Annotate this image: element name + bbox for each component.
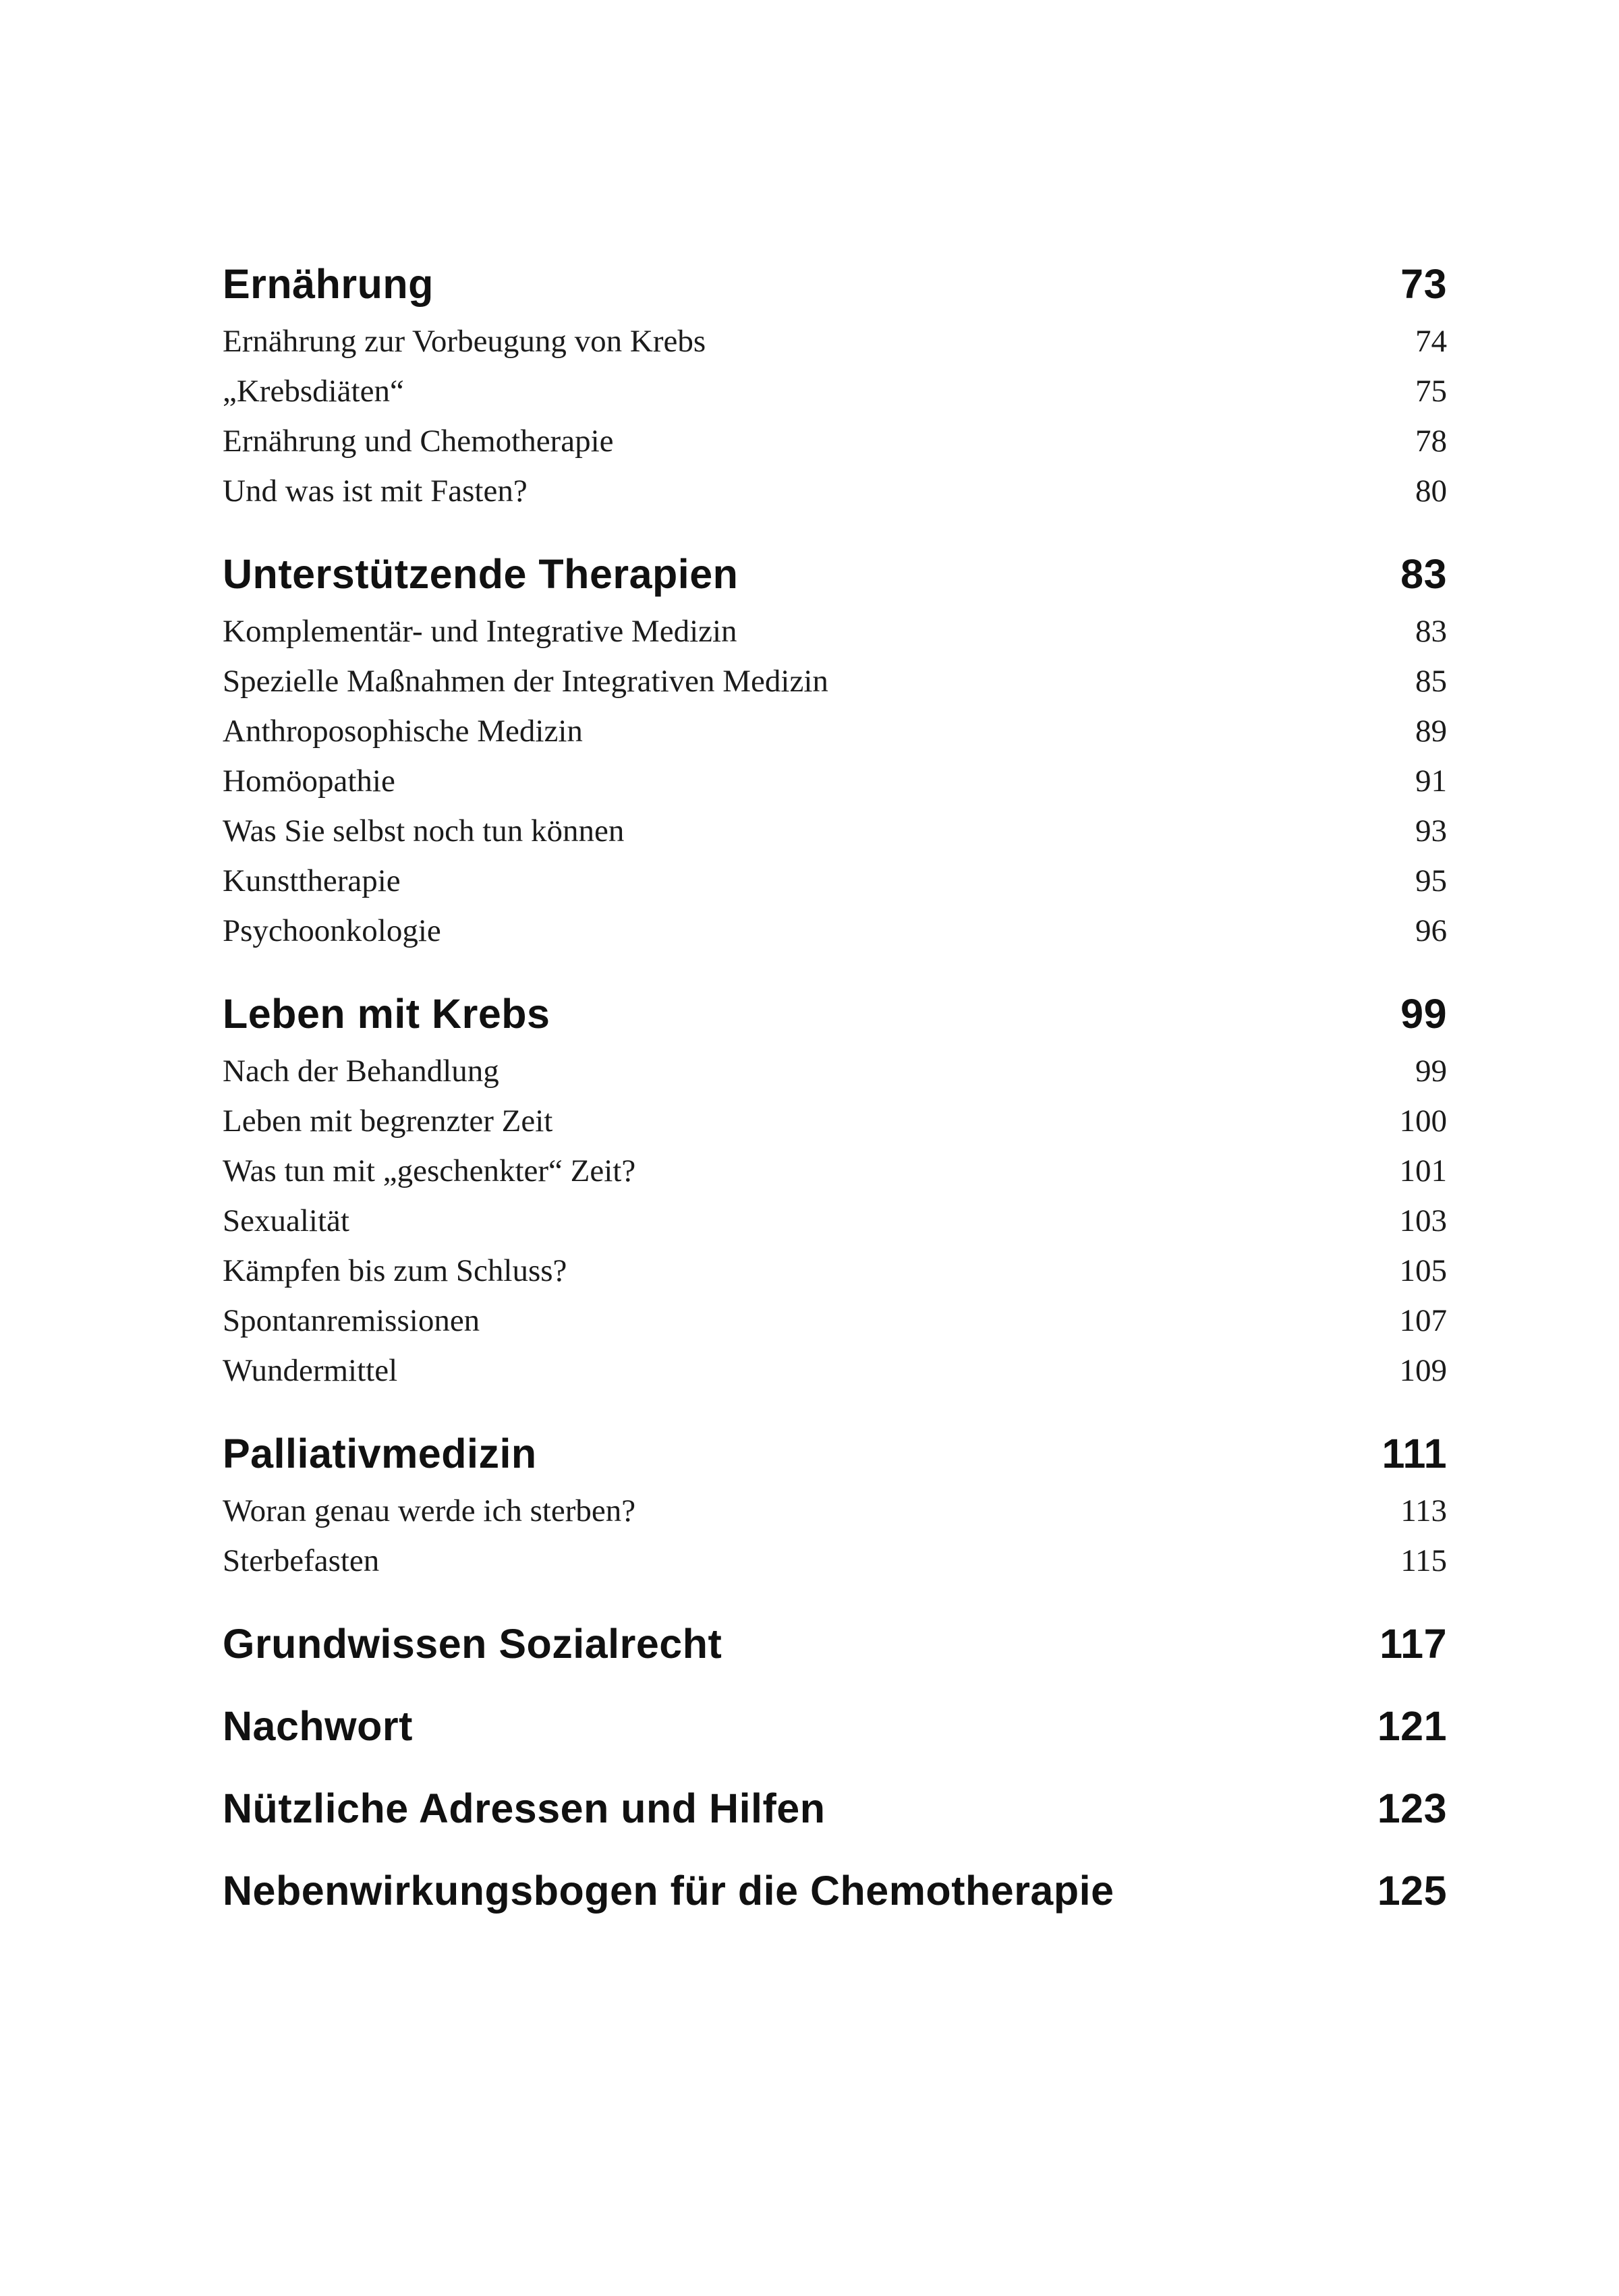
section-page-number: 125 (1377, 1868, 1447, 1914)
toc-entry-page-number: 99 (1415, 1054, 1447, 1089)
toc-entry-page-number: 75 (1415, 374, 1447, 409)
toc-entry-label: Ernährung und Chemotherapie (223, 424, 614, 459)
toc-entry-page-number: 109 (1399, 1353, 1447, 1388)
toc-entry-label: Woran genau werde ich sterben? (223, 1493, 636, 1528)
toc-entry (223, 656, 1447, 706)
toc-entry (223, 316, 1447, 366)
toc-entry (223, 1296, 1447, 1346)
toc-entry-label: Was tun mit „geschenkter“ Zeit? (223, 1153, 636, 1188)
section-title: Nützliche Adressen und Hilfen (223, 1785, 826, 1831)
toc-section (223, 260, 1447, 516)
toc-entry-label: Und was ist mit Fasten? (223, 473, 528, 509)
section-title: Grundwissen Sozialrecht (223, 1621, 722, 1667)
section-page-number: 83 (1400, 551, 1447, 597)
toc-entry (223, 416, 1447, 466)
section-page-number: 123 (1377, 1785, 1447, 1831)
toc-entry-page-number: 100 (1399, 1103, 1447, 1139)
toc-entry (223, 1246, 1447, 1296)
toc-entry-page-number: 89 (1415, 714, 1447, 749)
toc-entry-page-number: 78 (1415, 424, 1447, 459)
toc-entry-page-number: 95 (1415, 863, 1447, 898)
toc-entry-label: Kämpfen bis zum Schluss? (223, 1253, 567, 1288)
toc-entry-label: Was Sie selbst noch tun können (223, 813, 625, 849)
toc-entry (223, 706, 1447, 756)
toc-entry-label: Anthroposophische Medizin (223, 714, 583, 749)
toc-section (223, 1784, 1447, 1833)
toc-entry (223, 1196, 1447, 1246)
toc-entry-label: Sexualität (223, 1203, 349, 1238)
toc-section-heading (223, 989, 1447, 1038)
toc-entry (223, 856, 1447, 906)
toc-entry (223, 1046, 1447, 1096)
toc-entry-label: Leben mit begrenzter Zeit (223, 1103, 553, 1139)
toc-section (223, 1866, 1447, 1915)
toc-entry-label: Sterbefasten (223, 1543, 380, 1578)
toc-entry-page-number: 80 (1415, 473, 1447, 509)
toc-entry-page-number: 85 (1415, 664, 1447, 699)
toc-entry (223, 806, 1447, 856)
toc-section-heading (223, 1866, 1447, 1915)
toc-entry-page-number: 83 (1415, 614, 1447, 649)
toc-section-heading (223, 1619, 1447, 1668)
toc-entry (223, 1346, 1447, 1396)
toc-entry (223, 1536, 1447, 1586)
toc-entry-page-number: 101 (1399, 1153, 1447, 1188)
section-page-number: 111 (1382, 1431, 1447, 1476)
table-of-contents (223, 260, 1447, 1915)
toc-section-heading (223, 260, 1447, 308)
toc-section (223, 989, 1447, 1396)
section-page-number: 73 (1400, 261, 1447, 307)
section-page-number: 121 (1377, 1703, 1447, 1749)
toc-section (223, 1619, 1447, 1668)
section-title: Ernährung (223, 261, 434, 307)
toc-entry-label: Kunsttherapie (223, 863, 401, 898)
toc-entry-page-number: 105 (1399, 1253, 1447, 1288)
section-title: Palliativmedizin (223, 1431, 537, 1476)
toc-entry-page-number: 115 (1400, 1543, 1447, 1578)
toc-entry-page-number: 74 (1415, 324, 1447, 359)
toc-entry-label: Psychoonkologie (223, 913, 441, 948)
section-title: Leben mit Krebs (223, 991, 550, 1037)
toc-entry-page-number: 103 (1399, 1203, 1447, 1238)
section-title: Nebenwirkungsbogen für die Chemotherapie (223, 1868, 1114, 1914)
toc-section (223, 1429, 1447, 1586)
toc-entry-label: Nach der Behandlung (223, 1054, 499, 1089)
toc-section-heading (223, 1429, 1447, 1478)
toc-entry (223, 1096, 1447, 1146)
toc-entry (223, 606, 1447, 656)
section-title: Nachwort (223, 1703, 413, 1749)
toc-entry (223, 366, 1447, 416)
toc-entry (223, 906, 1447, 956)
toc-entry-page-number: 91 (1415, 764, 1447, 799)
toc-entry-label: Spontanremissionen (223, 1303, 480, 1338)
toc-entry (223, 1486, 1447, 1536)
section-page-number: 99 (1400, 991, 1447, 1037)
toc-section-heading (223, 1702, 1447, 1750)
toc-entry-label: Homöopathie (223, 764, 395, 799)
toc-entry (223, 1146, 1447, 1196)
toc-entry-page-number: 113 (1400, 1493, 1447, 1528)
toc-entry (223, 466, 1447, 516)
toc-section-heading (223, 550, 1447, 598)
toc-entry-label: „Krebsdiäten“ (223, 374, 404, 409)
toc-entry-label: Komplementär- und Integrative Medizin (223, 614, 737, 649)
section-page-number: 117 (1380, 1621, 1447, 1667)
toc-entry-label: Wundermittel (223, 1353, 398, 1388)
toc-entry-page-number: 96 (1415, 913, 1447, 948)
toc-section-heading (223, 1784, 1447, 1833)
toc-entry-label: Spezielle Maßnahmen der Integrativen Medizin (223, 664, 828, 699)
toc-section (223, 1702, 1447, 1750)
toc-entry (223, 756, 1447, 806)
toc-entry-page-number: 93 (1415, 813, 1447, 849)
section-title: Unterstützende Therapien (223, 551, 739, 597)
toc-section (223, 550, 1447, 956)
toc-entry-label: Ernährung zur Vorbeugung von Krebs (223, 324, 706, 359)
toc-entry-page-number: 107 (1399, 1303, 1447, 1338)
